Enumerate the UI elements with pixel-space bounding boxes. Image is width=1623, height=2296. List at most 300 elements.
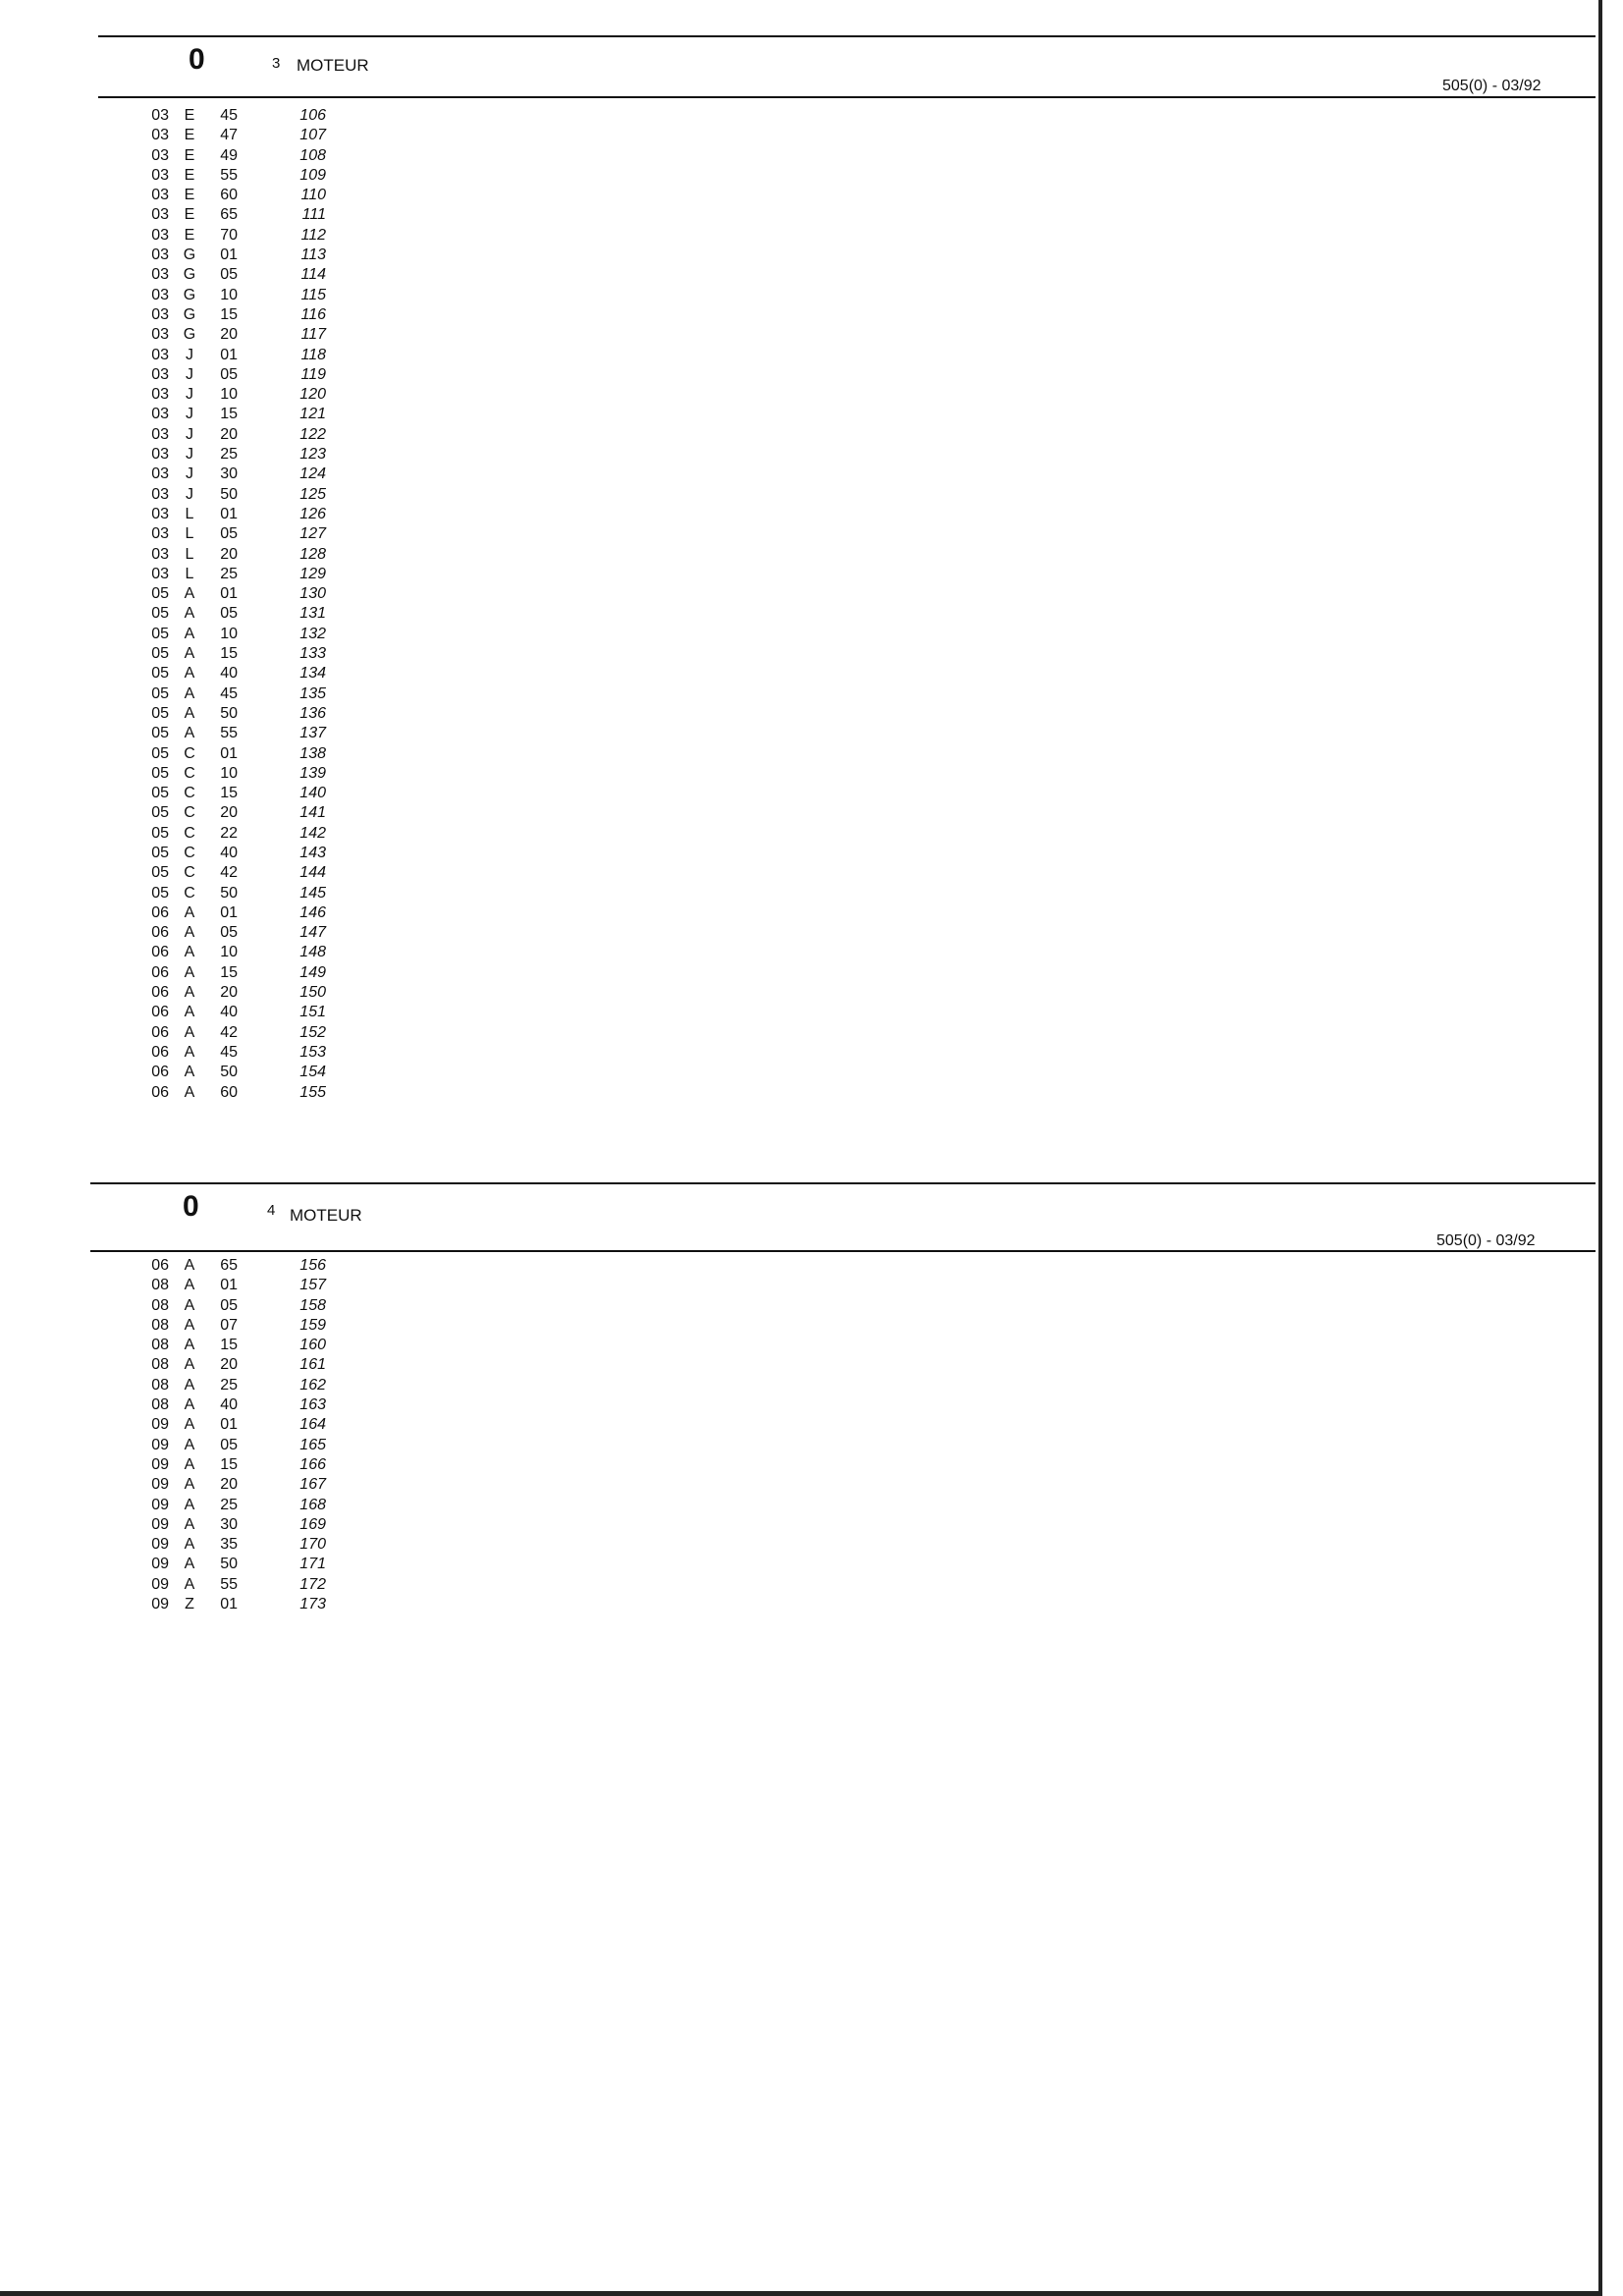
plate-number: 126: [299, 505, 326, 522]
subgroup-letter: J: [186, 365, 193, 383]
plate-number: 137: [299, 725, 326, 742]
subgroup-number: 55: [220, 166, 238, 184]
plate-number: 161: [299, 1356, 326, 1374]
group-code: 03: [151, 187, 169, 204]
list-item: [0, 1555, 1596, 1574]
subgroup-letter: A: [184, 1455, 195, 1473]
group-code: 09: [151, 1575, 169, 1593]
plate-number: 111: [301, 206, 326, 224]
subgroup-number: 45: [220, 684, 238, 702]
plate-number: 118: [300, 346, 326, 363]
group-code: 05: [151, 684, 169, 702]
plate-number: 129: [299, 565, 326, 582]
subgroup-letter: C: [184, 804, 195, 822]
group-code: 05: [151, 725, 169, 742]
plate-number: 159: [299, 1316, 326, 1334]
subgroup-number: 20: [220, 326, 238, 344]
subgroup-letter: A: [184, 1064, 195, 1081]
subgroup-number: 70: [220, 226, 238, 244]
subgroup-letter: A: [184, 1476, 195, 1494]
list-item: [0, 684, 1596, 704]
plate-number: 153: [299, 1043, 326, 1061]
list-item: [0, 1316, 1596, 1336]
list-item: [0, 664, 1596, 683]
list-item: [0, 1415, 1596, 1435]
subgroup-letter: G: [183, 246, 196, 264]
subgroup-number: 01: [220, 903, 238, 921]
subgroup-number: 65: [220, 206, 238, 224]
plate-number: 148: [299, 944, 326, 961]
group-code: 06: [151, 903, 169, 921]
plate-number: 141: [299, 804, 326, 822]
subgroup-letter: E: [184, 127, 195, 144]
subgroup-number: 55: [220, 1575, 238, 1593]
group-code: 09: [151, 1596, 169, 1613]
subgroup-letter: A: [184, 1496, 195, 1513]
list-item: [0, 405, 1596, 424]
subgroup-number: 55: [220, 725, 238, 742]
plate-number: 106: [299, 107, 326, 124]
list-item: [0, 445, 1596, 465]
subgroup-letter: C: [184, 864, 195, 882]
list-item: [0, 1023, 1596, 1043]
subgroup-number: 20: [220, 984, 238, 1002]
list-item: [0, 166, 1596, 186]
list-item: [0, 704, 1596, 724]
plate-number: 165: [299, 1436, 326, 1453]
group-code: 03: [151, 206, 169, 224]
subgroup-letter: J: [186, 485, 193, 503]
subgroup-letter: A: [184, 1296, 195, 1314]
subgroup-number: 15: [220, 1455, 238, 1473]
subgroup-letter: A: [184, 1556, 195, 1573]
subgroup-letter: A: [184, 1376, 195, 1394]
subgroup-letter: A: [184, 1083, 195, 1101]
list-item: [0, 1336, 1596, 1355]
list-item: [0, 226, 1596, 246]
group-code: 06: [151, 1043, 169, 1061]
group-code: 03: [151, 226, 169, 244]
plate-number: 127: [299, 525, 326, 543]
section-number: 3: [272, 55, 281, 72]
subgroup-letter: A: [184, 1004, 195, 1021]
subgroup-number: 05: [220, 365, 238, 383]
subgroup-number: 15: [220, 1337, 238, 1354]
group-code: 05: [151, 605, 169, 623]
group-code: 03: [151, 386, 169, 404]
subgroup-number: 35: [220, 1536, 238, 1554]
group-code: 09: [151, 1556, 169, 1573]
subgroup-number: 47: [220, 127, 238, 144]
subgroup-number: 05: [220, 605, 238, 623]
plate-number: 128: [299, 545, 326, 563]
subgroup-number: 01: [220, 1596, 238, 1613]
parts-index-list: [0, 1256, 1596, 1614]
section-title: MOTEUR: [290, 1206, 362, 1225]
group-code: 03: [151, 446, 169, 464]
subgroup-letter: J: [186, 346, 193, 363]
subgroup-number: 65: [220, 1257, 238, 1274]
list-item: [0, 644, 1596, 664]
plate-number: 155: [299, 1083, 326, 1101]
plate-number: 107: [299, 127, 326, 144]
subgroup-letter: A: [184, 684, 195, 702]
document-reference: 505(0) - 03/92: [1436, 1232, 1536, 1249]
list-item: [0, 744, 1596, 764]
plate-number: 162: [299, 1376, 326, 1394]
list-item: [0, 325, 1596, 345]
plate-number: 115: [300, 286, 326, 303]
group-code: 05: [151, 764, 169, 782]
list-item: [0, 1355, 1596, 1375]
subgroup-number: 30: [220, 1515, 238, 1533]
plate-number: 164: [299, 1416, 326, 1434]
subgroup-letter: J: [186, 425, 193, 443]
subgroup-number: 25: [220, 565, 238, 582]
subgroup-letter: G: [183, 305, 196, 323]
subgroup-number: 15: [220, 785, 238, 802]
group-code: 03: [151, 565, 169, 582]
subgroup-letter: A: [184, 585, 195, 603]
plate-number: 119: [300, 365, 326, 383]
plate-number: 163: [299, 1396, 326, 1414]
group-code: 03: [151, 465, 169, 483]
plate-number: 158: [299, 1296, 326, 1314]
group-code: 09: [151, 1536, 169, 1554]
plate-number: 122: [299, 425, 326, 443]
plate-number: 154: [299, 1064, 326, 1081]
group-code: 08: [151, 1277, 169, 1294]
subgroup-number: 25: [220, 446, 238, 464]
group-code: 03: [151, 346, 169, 363]
group-code: 05: [151, 744, 169, 762]
group-code: 03: [151, 326, 169, 344]
list-item: [0, 246, 1596, 265]
list-item: [0, 305, 1596, 325]
list-item: [0, 346, 1596, 365]
subgroup-letter: Z: [185, 1596, 194, 1613]
group-code: 06: [151, 1257, 169, 1274]
group-code: 06: [151, 1004, 169, 1021]
group-code: 05: [151, 625, 169, 642]
subgroup-letter: A: [184, 1043, 195, 1061]
group-code: 03: [151, 246, 169, 264]
subgroup-letter: A: [184, 944, 195, 961]
subgroup-letter: L: [185, 525, 194, 543]
group-code: 03: [151, 545, 169, 563]
subgroup-number: 50: [220, 1064, 238, 1081]
plate-number: 140: [299, 785, 326, 802]
group-code: 05: [151, 585, 169, 603]
plate-number: 170: [299, 1536, 326, 1554]
subgroup-number: 01: [220, 1277, 238, 1294]
group-code: 06: [151, 944, 169, 961]
list-item: [0, 604, 1596, 624]
plate-number: 117: [300, 326, 326, 344]
group-code: 05: [151, 645, 169, 663]
subgroup-number: 01: [220, 346, 238, 363]
group-code: 05: [151, 785, 169, 802]
plate-number: 125: [299, 485, 326, 503]
list-item: [0, 863, 1596, 883]
subgroup-number: 01: [220, 1416, 238, 1434]
subgroup-letter: A: [184, 1023, 195, 1041]
plate-number: 142: [299, 824, 326, 842]
list-item: [0, 524, 1596, 544]
plate-number: 166: [299, 1455, 326, 1473]
parts-index-list: [0, 106, 1596, 1103]
plate-number: 114: [300, 266, 326, 284]
subgroup-number: 42: [220, 1023, 238, 1041]
list-item: [0, 485, 1596, 505]
subgroup-number: 01: [220, 505, 238, 522]
subgroup-number: 15: [220, 406, 238, 423]
group-code: 03: [151, 305, 169, 323]
group-code: 03: [151, 365, 169, 383]
plate-number: 145: [299, 884, 326, 902]
group-code: 06: [151, 1083, 169, 1101]
subgroup-number: 10: [220, 386, 238, 404]
group-code: 06: [151, 924, 169, 942]
plate-number: 110: [300, 187, 326, 204]
subgroup-letter: A: [184, 1277, 195, 1294]
subgroup-letter: E: [184, 187, 195, 204]
group-code: 03: [151, 505, 169, 522]
subgroup-letter: A: [184, 924, 195, 942]
list-item: [0, 724, 1596, 743]
subgroup-letter: A: [184, 1436, 195, 1453]
subgroup-number: 25: [220, 1376, 238, 1394]
subgroup-number: 05: [220, 924, 238, 942]
group-code: 05: [151, 864, 169, 882]
subgroup-number: 07: [220, 1316, 238, 1334]
subgroup-letter: A: [184, 625, 195, 642]
subgroup-letter: A: [184, 1536, 195, 1554]
plate-number: 156: [299, 1257, 326, 1274]
list-item: [0, 126, 1596, 145]
list-item: [0, 764, 1596, 784]
subgroup-letter: A: [184, 1257, 195, 1274]
group-code: 03: [151, 286, 169, 303]
section-title: MOTEUR: [297, 56, 369, 75]
list-item: [0, 545, 1596, 565]
group-code: 06: [151, 984, 169, 1002]
subgroup-letter: A: [184, 984, 195, 1002]
subgroup-letter: E: [184, 206, 195, 224]
subgroup-number: 05: [220, 1296, 238, 1314]
subgroup-letter: E: [184, 107, 195, 124]
subgroup-letter: J: [186, 386, 193, 404]
subgroup-letter: C: [184, 744, 195, 762]
list-item: [0, 365, 1596, 385]
subgroup-letter: A: [184, 1515, 195, 1533]
list-item: [0, 1003, 1596, 1022]
list-item: [0, 1475, 1596, 1495]
list-item: [0, 1376, 1596, 1395]
group-code: 03: [151, 107, 169, 124]
plate-number: 147: [299, 924, 326, 942]
subgroup-number: 60: [220, 1083, 238, 1101]
plate-number: 169: [299, 1515, 326, 1533]
list-item: [0, 824, 1596, 844]
plate-number: 124: [299, 465, 326, 483]
group-code: 03: [151, 425, 169, 443]
subgroup-number: 60: [220, 187, 238, 204]
subgroup-letter: J: [186, 406, 193, 423]
plate-number: 146: [299, 903, 326, 921]
list-item: [0, 1083, 1596, 1103]
list-item: [0, 1296, 1596, 1316]
subgroup-letter: J: [186, 465, 193, 483]
page-border-bottom: [0, 2291, 1602, 2296]
plate-number: 150: [299, 984, 326, 1002]
group-code: 05: [151, 824, 169, 842]
subgroup-number: 49: [220, 146, 238, 164]
subgroup-letter: E: [184, 146, 195, 164]
list-item: [0, 1455, 1596, 1475]
list-item: [0, 465, 1596, 484]
subgroup-number: 22: [220, 824, 238, 842]
group-code: 08: [151, 1376, 169, 1394]
group-code: 08: [151, 1356, 169, 1374]
plate-number: 144: [299, 864, 326, 882]
list-item: [0, 505, 1596, 524]
subgroup-number: 40: [220, 1004, 238, 1021]
subgroup-letter: C: [184, 844, 195, 861]
group-code: 09: [151, 1515, 169, 1533]
header-rule: [90, 1182, 1596, 1184]
subgroup-number: 01: [220, 744, 238, 762]
plate-number: 130: [299, 585, 326, 603]
list-item: [0, 923, 1596, 943]
group-code: 05: [151, 665, 169, 683]
list-item: [0, 1395, 1596, 1415]
subgroup-letter: C: [184, 785, 195, 802]
subgroup-number: 45: [220, 1043, 238, 1061]
plate-number: 138: [299, 744, 326, 762]
group-code: 06: [151, 1023, 169, 1041]
document-reference: 505(0) - 03/92: [1442, 78, 1542, 94]
subgroup-letter: L: [185, 565, 194, 582]
group-code: 03: [151, 127, 169, 144]
subgroup-letter: G: [183, 286, 196, 303]
subgroup-number: 50: [220, 485, 238, 503]
group-code: 09: [151, 1416, 169, 1434]
subgroup-number: 20: [220, 804, 238, 822]
group-code: 05: [151, 804, 169, 822]
subgroup-number: 30: [220, 465, 238, 483]
subgroup-letter: A: [184, 903, 195, 921]
page-border-right: [1598, 0, 1602, 2296]
subgroup-number: 42: [220, 864, 238, 882]
list-item: [0, 1256, 1596, 1276]
plate-number: 116: [300, 305, 326, 323]
plate-number: 109: [299, 166, 326, 184]
subgroup-number: 20: [220, 545, 238, 563]
list-item: [0, 584, 1596, 604]
list-item: [0, 186, 1596, 205]
group-code: 09: [151, 1436, 169, 1453]
subgroup-letter: A: [184, 1337, 195, 1354]
subgroup-letter: A: [184, 725, 195, 742]
subheader-rule: [98, 96, 1596, 98]
group-code: 09: [151, 1455, 169, 1473]
group-code: 03: [151, 525, 169, 543]
subgroup-letter: A: [184, 1575, 195, 1593]
subgroup-letter: G: [183, 266, 196, 284]
subgroup-number: 10: [220, 286, 238, 303]
header-rule: [98, 35, 1596, 37]
subgroup-number: 25: [220, 1496, 238, 1513]
subgroup-number: 10: [220, 625, 238, 642]
subgroup-number: 01: [220, 585, 238, 603]
group-code: 03: [151, 485, 169, 503]
subgroup-letter: G: [183, 326, 196, 344]
subgroup-letter: L: [185, 545, 194, 563]
list-item: [0, 205, 1596, 225]
subgroup-number: 15: [220, 645, 238, 663]
plate-number: 113: [300, 246, 326, 264]
plate-number: 149: [299, 963, 326, 981]
group-code: 08: [151, 1396, 169, 1414]
plate-number: 167: [299, 1476, 326, 1494]
list-item: [0, 146, 1596, 166]
subgroup-letter: A: [184, 1396, 195, 1414]
plate-number: 133: [299, 645, 326, 663]
list-item: [0, 903, 1596, 923]
list-item: [0, 1436, 1596, 1455]
group-code: 08: [151, 1296, 169, 1314]
subgroup-number: 10: [220, 764, 238, 782]
list-item: [0, 1276, 1596, 1295]
plate-number: 136: [299, 704, 326, 722]
subgroup-letter: A: [184, 665, 195, 683]
group-code: 03: [151, 146, 169, 164]
list-item: [0, 385, 1596, 405]
plate-number: 131: [299, 605, 326, 623]
group-code: 08: [151, 1316, 169, 1334]
subgroup-number: 45: [220, 107, 238, 124]
subgroup-number: 15: [220, 305, 238, 323]
subgroup-letter: C: [184, 764, 195, 782]
plate-number: 123: [299, 446, 326, 464]
plate-number: 151: [299, 1004, 326, 1021]
chapter-number: 0: [183, 1190, 199, 1223]
plate-number: 139: [299, 764, 326, 782]
plate-number: 135: [299, 684, 326, 702]
subgroup-number: 01: [220, 246, 238, 264]
chapter-number: 0: [189, 43, 205, 76]
list-item: [0, 425, 1596, 445]
group-code: 03: [151, 266, 169, 284]
subgroup-letter: A: [184, 605, 195, 623]
subgroup-letter: A: [184, 1416, 195, 1434]
plate-number: 108: [299, 146, 326, 164]
subheader-rule: [90, 1250, 1596, 1252]
plate-number: 134: [299, 665, 326, 683]
subgroup-number: 40: [220, 844, 238, 861]
group-code: 06: [151, 1064, 169, 1081]
list-item: [0, 844, 1596, 863]
list-item: [0, 1595, 1596, 1614]
list-item: [0, 1063, 1596, 1082]
subgroup-number: 50: [220, 704, 238, 722]
group-code: 06: [151, 963, 169, 981]
section-number: 4: [267, 1202, 276, 1219]
plate-number: 120: [299, 386, 326, 404]
group-code: 05: [151, 884, 169, 902]
group-code: 09: [151, 1496, 169, 1513]
